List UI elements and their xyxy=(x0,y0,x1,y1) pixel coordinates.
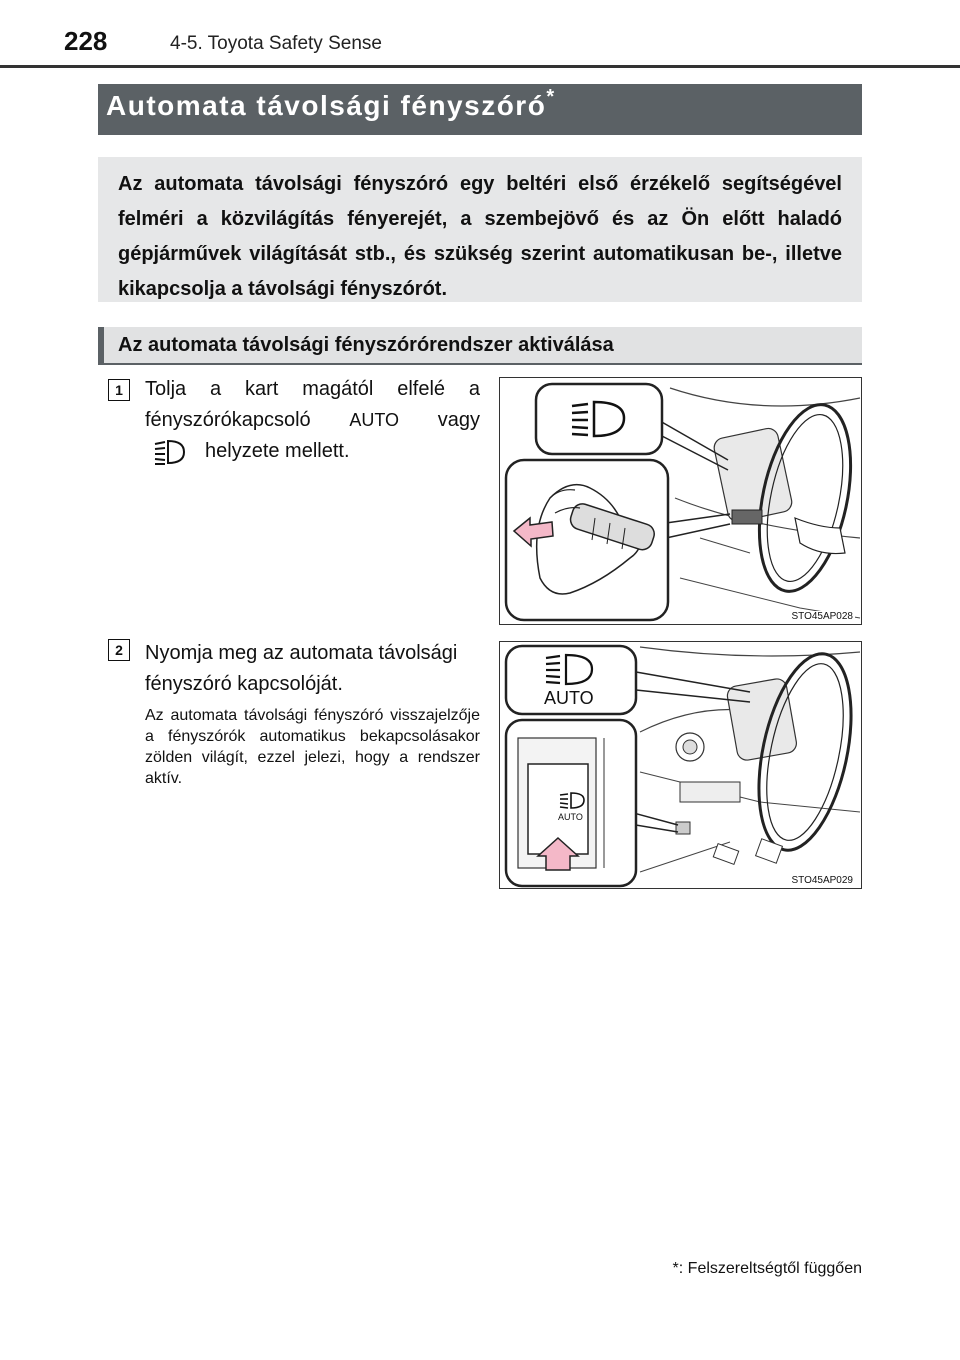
step-2-text: Nyomja meg az automata távolsági fényszóró kapcsolóját. xyxy=(145,642,458,695)
step-1-word: a xyxy=(210,378,222,400)
page-number: 228 xyxy=(64,26,108,56)
page-title-text: Automata távolsági fényszóró xyxy=(106,90,547,121)
step-1-line-2 xyxy=(145,405,480,436)
step-1-position-text: helyzete mellett. xyxy=(205,440,350,462)
title-bar xyxy=(98,84,862,135)
step-1-text xyxy=(145,374,480,467)
step-1-switch-text: fényszórókapcsoló xyxy=(145,409,311,431)
subheading-bar xyxy=(98,327,862,365)
page-title xyxy=(106,86,556,122)
auto-position-label: AUTO xyxy=(349,410,400,430)
title-footnote-marker: * xyxy=(546,86,556,108)
step-1-word: kart xyxy=(244,378,279,400)
step-1-word: Tolja xyxy=(145,378,187,400)
figure-button xyxy=(499,641,862,889)
figure-code: STO45AP028 xyxy=(791,611,853,622)
button-auto-label: AUTO xyxy=(558,812,583,822)
step-1-or-text: vagy xyxy=(437,409,480,431)
subheading-text: Az automata távolsági fényszórórendszer aktiválása xyxy=(118,334,614,356)
step-2-note: Az automata távolsági fényszóró visszajelzője a fényszórók automatikus bekapcsolásakor zölden világít, ezzel jelezi, hogy a rendszer aktív. xyxy=(145,707,480,787)
intro-text: Az automata távolsági fényszóró egy beltéri első érzékelő segítségével felméri a közvilágítás fényerejét, a szembejövő és az Ön előtt haladó gépjárművek világítását stb., és szükség szerint automatikusan be-, illetve kikapcsolja a távolsági fényszórót. xyxy=(118,173,842,300)
stalk-illustration xyxy=(500,378,862,625)
step-1-word: elfelé xyxy=(397,378,446,400)
button-illustration xyxy=(500,642,862,889)
step-1-word: magától xyxy=(302,378,374,400)
step-1-word: a xyxy=(468,378,480,400)
step-1-line-3 xyxy=(151,436,480,467)
intro-box xyxy=(98,157,862,302)
section-title: 4-5. Toyota Safety Sense xyxy=(170,33,382,54)
header-rule xyxy=(0,65,960,68)
figure-stalk xyxy=(499,377,862,625)
step-1-line-1 xyxy=(145,374,480,405)
footnote: *: Felszereltségtől függően xyxy=(672,1260,862,1277)
callout-auto-label: AUTO xyxy=(544,688,594,708)
step-2-badge: 2 xyxy=(108,639,130,661)
headlight-high-beam-icon xyxy=(151,438,187,466)
figure-code: STO45AP029 xyxy=(791,875,853,886)
step-1-badge: 1 xyxy=(108,379,130,401)
